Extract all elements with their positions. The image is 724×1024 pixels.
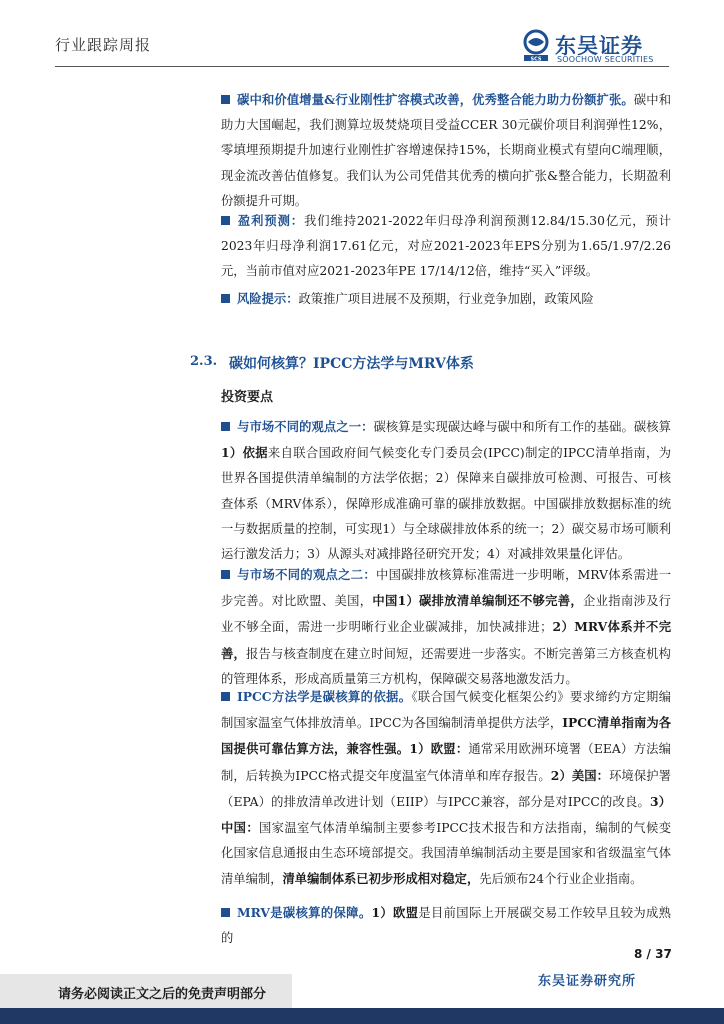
paragraph-text: 《联合国气候变化框架公约》要求缔约方定期编制国家温室气体排放清单。IPCC为各国编制清单提供方法学， — [221, 690, 671, 731]
paragraph-text: 来自联合国政府间气候变化专门委员会(IPCC)制定的IPCC清单指南，为世界各国提供清单编制的方法学依据；2）保障来自碳排放可检测、可报告、可核查体系（MRV体系），保障形成准确可靠的碳排放数据。中国碳排放数据标准的统一与数据质量的控制，可实现1）与全球碳排放体系的统一；2）碳交易市场可顺利运行激发活力；3）从源头对减排路径研究开发；4）对减排效果量化评估。 — [221, 446, 672, 562]
bullet-paragraph-mrv — [221, 900, 671, 946]
section-title: 碳如何核算？IPCC方法学与MRV体系 — [229, 356, 474, 372]
bullet-paragraph-view-two — [221, 562, 671, 692]
page-number: 8 / 37 — [634, 947, 672, 961]
report-type-label: 行业跟踪周报 — [55, 36, 152, 54]
soochow-logo — [522, 30, 672, 66]
bullet-paragraph-view-one — [221, 414, 671, 567]
paragraph-lead: 碳中和价值增量&行业刚性扩容模式改善，优秀整合能力助力份额扩张。 — [237, 92, 634, 107]
paragraph-text: 企业指南涉及行业不够全面，需进一步明晰行业企业碳减排，加快减排进； — [221, 594, 671, 635]
paragraph-bold-text: 1）欧盟 — [371, 905, 419, 920]
section-number: 2.3. — [190, 354, 218, 369]
paragraph-bold-text: 清单编制体系已初步形成相对稳定， — [282, 871, 480, 887]
paragraph-body: 政策推广项目进展不及预期，行业竞争加剧，政策风险 — [298, 292, 594, 306]
bullet-paragraph-ipcc-method — [221, 684, 671, 893]
paragraph-text: 国家温室气体清单编制主要参考IPCC技术报告和方法指南，编制的气候变化国家信息通报由生态环境部提交。我国清单编制活动主要是国家和省级温室气体清单编制， — [221, 821, 671, 887]
square-bullet-icon — [221, 422, 230, 431]
paragraph-bold-text: 1）依据 — [221, 445, 268, 461]
bullet-paragraph-earnings-forecast — [221, 208, 671, 285]
paragraph-bold-text: 3）中国： — [221, 793, 671, 836]
paragraph-lead: IPCC方法学是碳核算的依据。 — [237, 689, 412, 704]
paragraph-lead: 与市场不同的观点之二： — [237, 567, 376, 582]
paragraph-text: 环境保护署（EPA）的排放清单改进计划（EIIP）与IPCC兼容，部分是对IPCC的改良。 — [221, 768, 671, 809]
square-bullet-icon — [221, 908, 230, 917]
paragraph-lead: 盈利预测： — [237, 213, 305, 228]
paragraph-text: 报告与核查制度在建立时间短，还需要进一步落实。不断完善第三方核查机构的管理体系，形成高质量第三方机构，保障碳交易落地激发活力。 — [221, 646, 671, 686]
research-institute-name: 东吴证券研究所 — [538, 974, 637, 989]
square-bullet-icon — [221, 294, 230, 303]
paragraph-bold-text: IPCC清单指南为各国提供可靠估算方法，兼容性强。1）欧盟： — [221, 715, 671, 757]
paragraph-text: 中国碳排放核算标准需进一步明晰，MRV体系需进一步完善。对比欧盟、美国， — [221, 568, 671, 609]
paragraph-lead: MRV是碳核算的保障。 — [237, 905, 372, 920]
paragraph-text: 先后颁布24个行业企业指南。 — [479, 872, 643, 887]
logo-english-name: SOOCHOW SECURITIES — [557, 55, 654, 64]
square-bullet-icon — [221, 216, 230, 225]
paragraph-bold-text: 中国1）碳排放清单编制还不够完善， — [372, 593, 584, 609]
logo-chinese-name: 东吴证券 — [555, 34, 643, 58]
paragraph-bold-text: 2）美国： — [550, 767, 610, 783]
paragraph-text: 是目前国际上开展碳交易工作较早且较为成熟的 — [221, 906, 671, 946]
square-bullet-icon — [221, 570, 230, 579]
svg-text:SCS: SCS — [530, 56, 542, 63]
paragraph-text: 碳核算是实现碳达峰与碳中和所有工作的基础。碳核算 — [373, 420, 671, 434]
paragraph-body: 我们维持2021-2022年归母净利润预测12.84/15.30亿元，预计2023年归母净利润17.61亿元，对应2021-2023年EPS分别为1.65/1.97/2.26元，当前市值对应2021-2023年PE 17/14/12倍，维持“买入”评级。 — [221, 214, 671, 279]
paragraph-text: 通常采用欧洲环境署（EEA）方法编制，后转换为IPCC格式提交年度温室气体清单和库存报告。 — [221, 742, 671, 783]
square-bullet-icon — [221, 95, 230, 104]
paragraph-bold-text: 2）MRV体系并不完善， — [221, 619, 671, 661]
square-bullet-icon — [221, 692, 230, 701]
header-divider — [55, 66, 669, 67]
bullet-paragraph-risk-warning — [221, 286, 671, 312]
paragraph-body: 碳中和助力大国崛起，我们测算垃圾焚烧项目受益CCER 30元碳价项目利润弹性12%，零填埋预期提升加速行业刚性扩容增速保持15%，长期商业模式有望向C端理顺，现金流改善估值修复。我们认为公司凭借其优秀的横向扩张&整合能力，长期盈利份额提升可期。 — [221, 93, 671, 208]
paragraph-lead: 与市场不同的观点之一： — [237, 419, 374, 434]
disclaimer-notice: 请务必阅读正文之后的免责声明部分 — [58, 987, 267, 1002]
bullet-paragraph-value-increment — [221, 87, 671, 214]
paragraph-lead: 风险提示： — [237, 291, 299, 306]
investment-highlights-heading: 投资要点 — [221, 390, 274, 405]
soochow-logo-icon — [522, 30, 550, 62]
footer-bar — [0, 1008, 724, 1024]
